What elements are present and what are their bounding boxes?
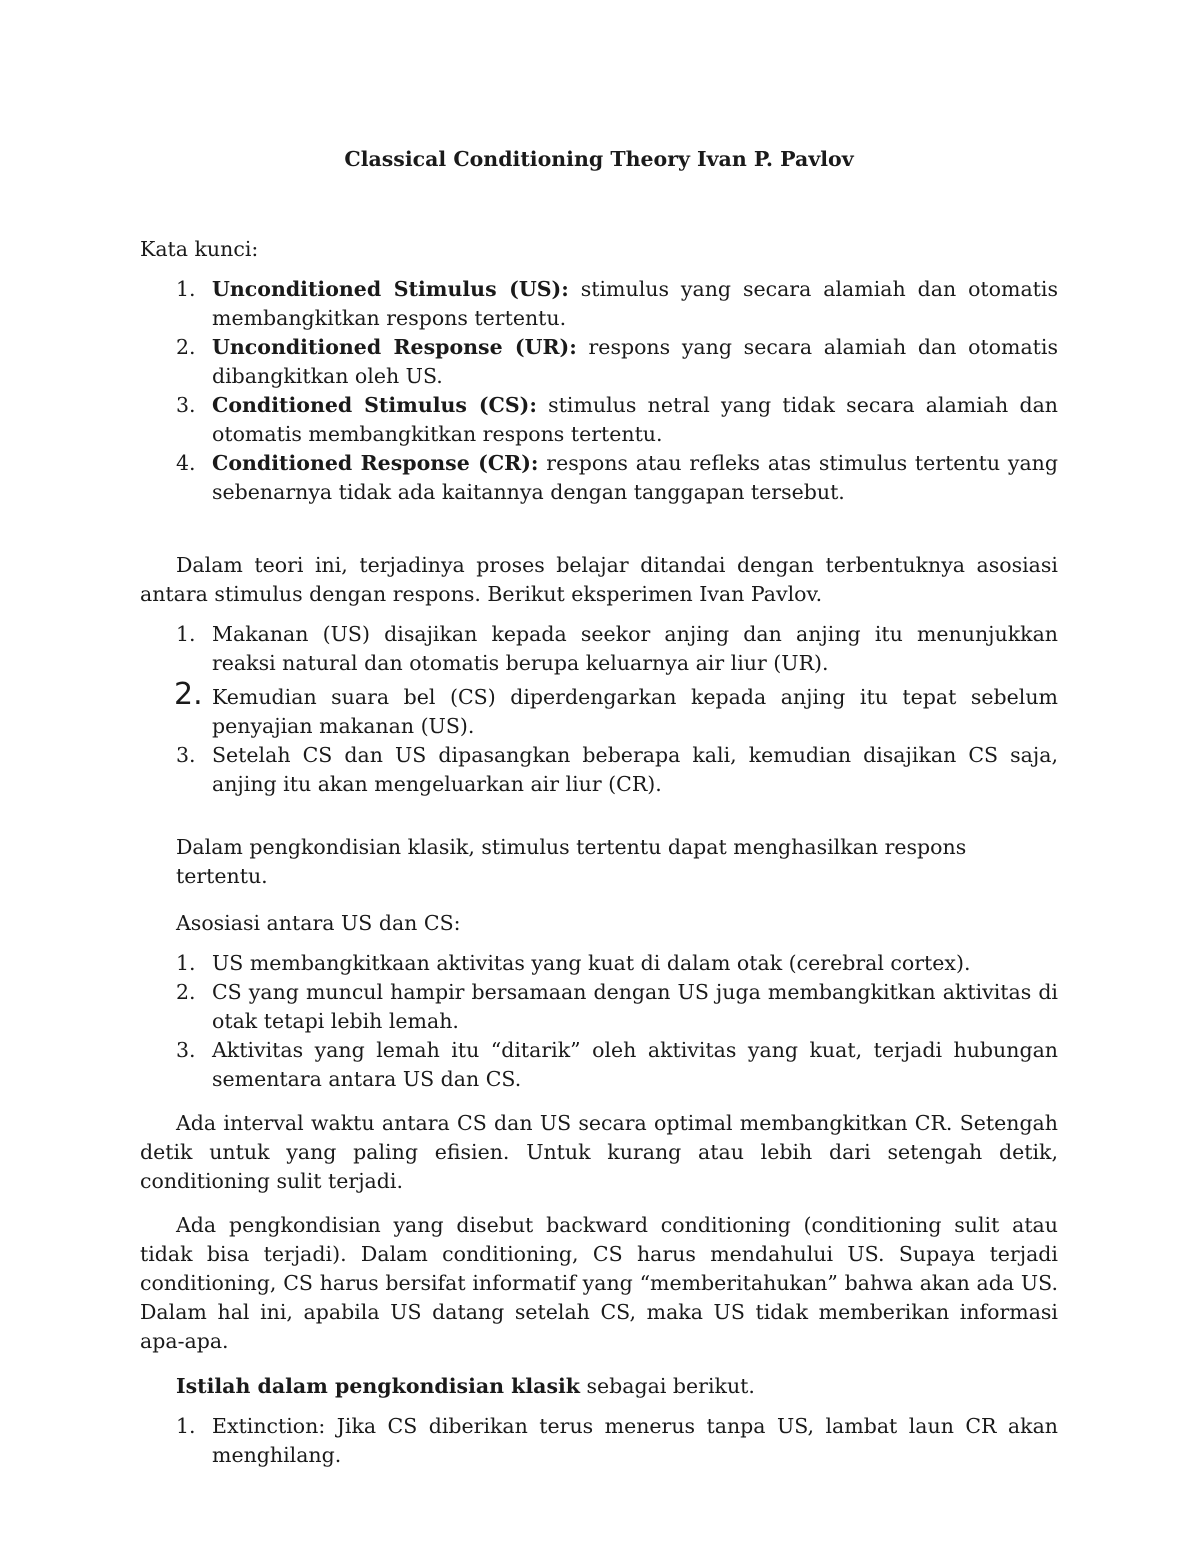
association-item-text: Aktivitas yang lemah itu “ditarik” oleh aktivitas yang kuat, terjadi hubungan sementara antara US dan CS.	[212, 1038, 1058, 1091]
interval-paragraph: Ada interval waktu antara CS dan US secara optimal membangkitkan CR. Setengah detik untuk yang paling efisien. Untuk kurang atau lebih dari setengah detik, conditioning sulit terjadi.	[140, 1111, 1058, 1193]
keyword-term: Conditioned Stimulus (CS):	[212, 393, 537, 417]
term-item-text: Extinction: Jika CS diberikan terus menerus tanpa US, lambat laun CR akan menghilang.	[212, 1414, 1058, 1467]
association-item-text: CS yang muncul hampir bersamaan dengan US juga membangkitkan aktivitas di otak tetapi lebih lemah.	[212, 980, 1058, 1033]
keyword-description: respons atau refleks atas stimulus tertentu yang sebenarnya tidak ada kaitannya dengan tanggapan tersebut.	[212, 451, 1059, 504]
list-number: 2.	[176, 980, 196, 1004]
keyword-term: Conditioned Response (CR):	[212, 451, 539, 475]
document-title: Classical Conditioning Theory Ivan P. Pavlov	[344, 147, 854, 171]
list-number: 3.	[176, 743, 196, 767]
keyword-item	[140, 449, 1058, 507]
terms-heading	[140, 1372, 1058, 1401]
term-item	[140, 1412, 1058, 1470]
experiment-step	[140, 677, 1058, 741]
list-number: 1.	[176, 1414, 196, 1438]
experiment-step	[140, 620, 1058, 678]
association-label: Asosiasi antara US dan CS:	[176, 911, 461, 935]
experiment-steps-list	[140, 620, 1058, 799]
association-item	[140, 949, 1058, 978]
keyword-description: respons yang secara alamiah dan otomatis dibangkitkan oleh US.	[212, 335, 1058, 388]
association-list	[140, 949, 1058, 1094]
list-number: 3.	[176, 393, 196, 417]
experiment-step-text: Kemudian suara bel (CS) diperdengarkan kepada anjing itu tepat sebelum penyajian makanan (US).	[212, 685, 1058, 738]
experiment-step-text: Setelah CS dan US dipasangkan beberapa kali, kemudian disajikan CS saja, anjing itu akan mengeluarkan air liur (CR).	[212, 743, 1058, 796]
keywords-label: Kata kunci:	[140, 237, 259, 261]
keyword-item	[140, 333, 1058, 391]
experiment-step-text: Makanan (US) disajikan kepada seekor anjing dan anjing itu menunjukkan reaksi natural dan otomatis berupa keluarnya air liur (UR).	[212, 622, 1058, 675]
list-number: 3.	[176, 1038, 196, 1062]
association-item	[140, 978, 1058, 1036]
keyword-item	[140, 391, 1058, 449]
list-number: 1.	[176, 951, 196, 975]
keyword-term: Unconditioned Response (UR):	[212, 335, 577, 359]
keyword-item	[140, 275, 1058, 333]
list-number: 1.	[176, 622, 196, 646]
list-number: 2.	[176, 335, 196, 359]
list-number: 1.	[176, 277, 196, 301]
classical-summary: Dalam pengkondisian klasik, stimulus tertentu dapat menghasilkan respons tertentu.	[176, 835, 967, 888]
association-item-text: US membangkitkaan aktivitas yang kuat di dalam otak (cerebral cortex).	[212, 951, 971, 975]
keyword-term: Unconditioned Stimulus (US):	[212, 277, 569, 301]
association-item	[140, 1036, 1058, 1094]
keyword-description: stimulus yang secara alamiah dan otomatis membangkitkan respons tertentu.	[212, 277, 1058, 330]
terms-list	[140, 1412, 1058, 1470]
keywords-list	[140, 275, 1058, 507]
list-number: 2.	[174, 677, 203, 712]
list-number: 4.	[176, 451, 196, 475]
terms-heading-bold: Istilah dalam pengkondisian klasik	[176, 1374, 580, 1398]
keyword-description: stimulus netral yang tidak secara alamiah dan otomatis membangkitkan respons tertentu.	[212, 393, 1058, 446]
intro-paragraph: Dalam teori ini, terjadinya proses belajar ditandai dengan terbentuknya asosiasi antara stimulus dengan respons. Berikut eksperimen Ivan Pavlov.	[140, 553, 1058, 606]
terms-heading-rest: sebagai berikut.	[580, 1374, 755, 1398]
document-page	[140, 145, 1058, 1470]
backward-conditioning-paragraph: Ada pengkondisian yang disebut backward conditioning (conditioning sulit atau tidak bisa terjadi). Dalam conditioning, CS harus mendahului US. Supaya terjadi conditioning, CS harus bersifat informatif yang “memberitahukan” bahwa akan ada US. Dalam hal ini, apabila US datang setelah CS, maka US tidak memberikan informasi apa-apa.	[140, 1213, 1058, 1353]
experiment-step	[140, 741, 1058, 799]
